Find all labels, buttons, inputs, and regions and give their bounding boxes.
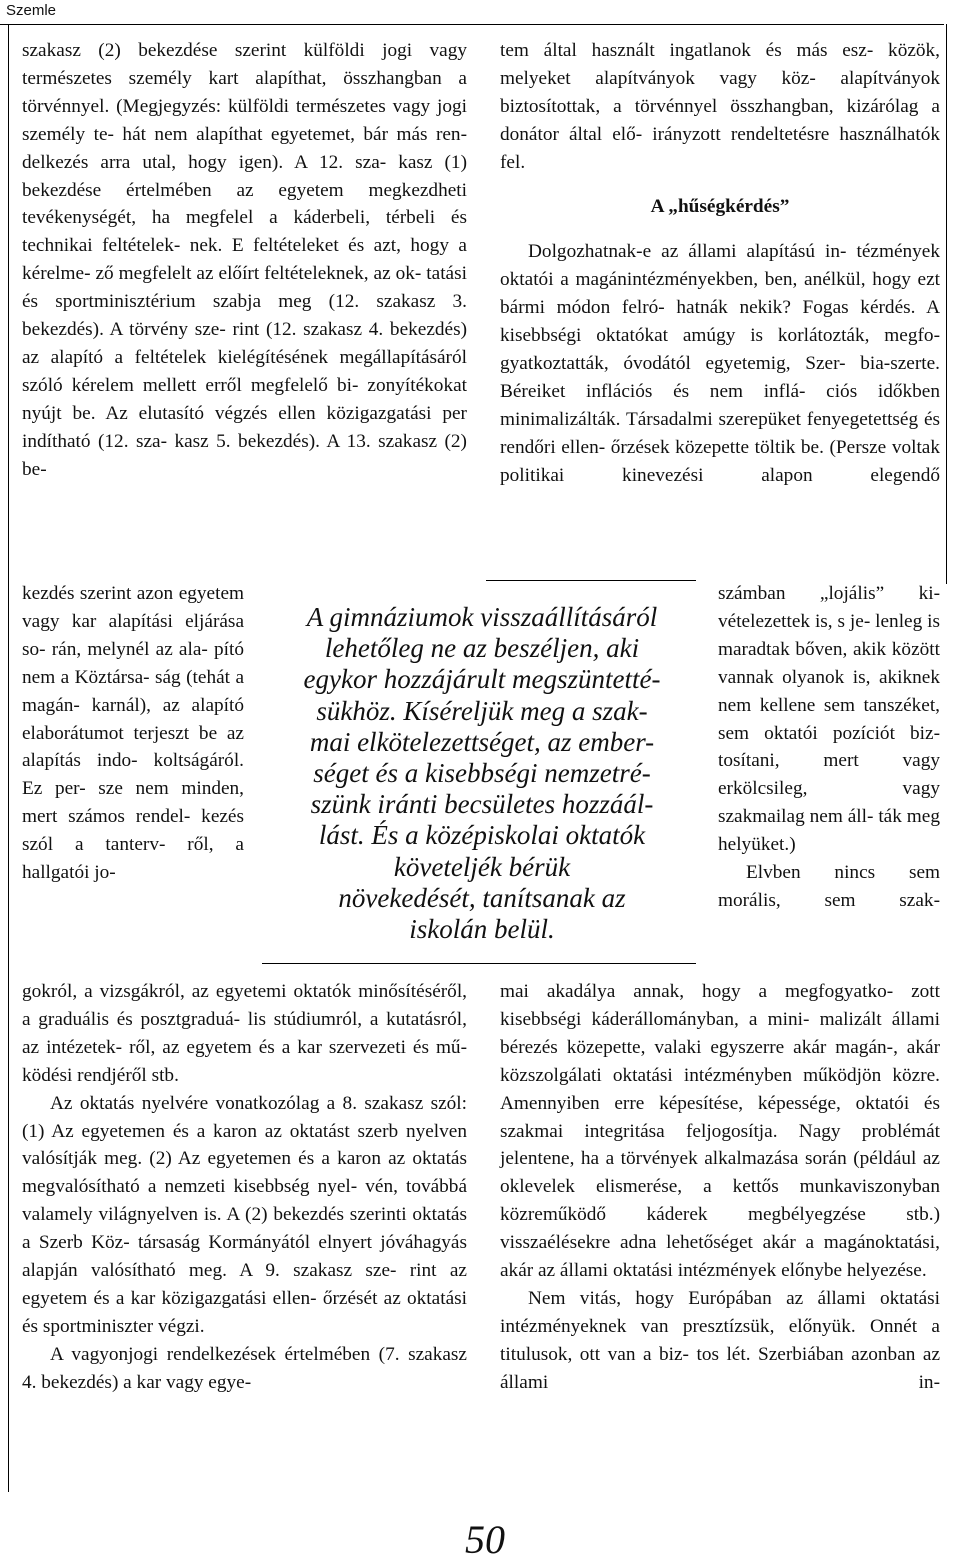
pullquote-line: egykor hozzájárult megszüntetté- (303, 664, 661, 695)
text-line: egyszerre akár magán-, akár közszolgálati (500, 1036, 940, 1086)
text-line: Dolgozhatnak-e az állami alapítású in- (528, 241, 847, 263)
text-line: tatási és sportminisztérium szabja meg (22, 263, 467, 313)
text-line: minősítéséről, a graduális és posztgraduá- (22, 981, 467, 1030)
left-margin-rule (8, 24, 9, 1492)
pullquote-line: növekedését, tanítsanak az (338, 882, 626, 913)
pullquote-line: séget és a kisebbségi nemzetré- (313, 758, 651, 789)
text-line: oktatói és szakmai integritása feljogosítja. (500, 1092, 940, 1142)
text-line: Nagy problémát jelentene, ha a törvények (500, 1120, 940, 1170)
text-line: tézmények oktatói a magánintézményekben, (500, 241, 940, 291)
pullquote-rule-top (486, 580, 696, 581)
text-line: elismerése, a kettős munkaviszonyban (595, 1176, 940, 1198)
text-line: vén, továbbá valamely világnyelven is. A (22, 1176, 467, 1226)
text-line: közök, melyeket alapítványok vagy köz- (500, 40, 940, 89)
text-line: összhangban, kizárólag a donátor által elő- (500, 95, 940, 145)
text-line: számban „lojális” ki- (718, 583, 940, 604)
page-header (0, 0, 944, 25)
text-line: oktatói pozíciót biz- (764, 722, 941, 744)
text-line: tem által használt ingatlanok és más esz- (500, 40, 874, 61)
pullquote-line: mai elkötelezettséget, az ember- (309, 726, 655, 757)
text-line: Amennyiben erre képesítése, képessége, (500, 1092, 841, 1114)
paragraph (718, 580, 940, 859)
text-line: Elvben nincs sem (746, 862, 940, 884)
right-margin-rule (946, 24, 947, 584)
text-line: morális, sem szak- (718, 889, 940, 911)
pullquote-line: követeljék bérük (393, 851, 571, 882)
text-line: (2) Az egyetemen és a karon az oktatás (149, 1148, 467, 1170)
text-line: összhangban a törvénnyel. (Megjegyzés: (22, 67, 467, 117)
paragraph (500, 238, 940, 489)
text-line: ködési rendjéről stb. (22, 1064, 179, 1086)
text-line: szakasz (2) bekezdése szerint külföldi jogi (22, 40, 413, 61)
text-line: elaborátumot terjeszt (22, 722, 190, 744)
text-line: alapítási eljárása so- (22, 610, 244, 660)
paragraph (22, 978, 467, 1090)
text-line: nek. E feltételeket és azt, hogy a kérelme- (22, 235, 467, 285)
text-line: karnál), az alapító (91, 694, 245, 716)
text-line: szakasz szól: (1) Az egyetemen és a karon (22, 1092, 468, 1142)
section-heading: A „hűségkérdés” (650, 195, 790, 217)
text-line: ző megfelelt az előírt feltételeknek, az ok- (95, 263, 422, 285)
text-line: őrzését az oktatási és sportminiszter végzi. (22, 1287, 467, 1337)
paragraph (500, 1285, 940, 1397)
left-column-narrow (22, 580, 244, 887)
paragraph (500, 37, 940, 177)
text-line: szerepüket fenyegetettség és rendőri ellen- (500, 408, 941, 458)
text-line: tosítani, mert vagy (718, 750, 940, 772)
text-line: alapítványok biztosítottak, a törvénnyel (500, 67, 940, 117)
text-line: rint az egyetem és a kar közigazgatási ellen- (22, 1260, 467, 1309)
text-line: stb.) visszaélésekre adna lehetőséget akár (500, 1204, 940, 1254)
text-line: lis stúdiumról, a kutatásról, az intézetek- (22, 1008, 467, 1058)
text-line: ellen közigazgatási per indítható (12. sza- (22, 402, 467, 452)
text-line: egyetem vagy kar (22, 583, 244, 632)
text-line: (7. szakasz 4. bekezdés) a kar vagy egye- (22, 1343, 467, 1393)
text-line: akiknek nem kellene (718, 666, 940, 716)
text-line: gokról, a vizsgákról, az egyetemi oktatók (22, 981, 352, 1002)
text-line: szóló kérelem mellett erről megfelelő bi- (22, 374, 359, 396)
text-line: lenleg is maradtak (718, 610, 940, 660)
text-line: alkalmazása során (például az oklevelek (500, 1148, 940, 1198)
text-line: ben, anélkül, hogy ezt bármi módon felró- (500, 269, 941, 319)
text-line: zonyítékokat nyújt be. Az elutasító végzés (22, 374, 467, 424)
text-line: tos lét. Szerbiában azonban az állami in- (500, 1343, 940, 1393)
text-line: be az alapítás indo- (22, 722, 244, 772)
text-line: oktatókat amúgy is korlátozták, megfo- (596, 325, 940, 347)
paragraph (22, 1090, 467, 1341)
pullquote (258, 602, 706, 945)
section-label: Szemle (6, 2, 57, 19)
text-line: káderbeli, térbeli és technikai feltételek- (22, 207, 467, 257)
text-line: vagy természetes személy kart alapíthat, (22, 40, 467, 89)
text-line: mert számos rendel- (22, 806, 191, 828)
text-line: vannak olyanok is, (718, 666, 871, 688)
text-line: malizált állami bérezés közepette, valaki (500, 1008, 940, 1058)
text-line: megkezdheti tevékenységét, ha megfelel a (22, 179, 467, 229)
text-line: zott kisebbségi káderállományban, a mini- (500, 981, 940, 1030)
text-line: ről, az egyetem és a kar szervezeti és mű- (129, 1036, 467, 1058)
text-line: előnyük. Onnét a titulusok, ott van a biz- (500, 1315, 940, 1365)
text-line: ről, a hallgatói jo- (22, 834, 244, 884)
pullquote-line: lást. És a középiskolai oktatók (318, 820, 646, 851)
text-line: A vagyonjogi rendelkezések értelmében (50, 1343, 371, 1365)
text-line: oktatási intézményeknek van presztízsük, (500, 1287, 940, 1337)
right-column-narrow (718, 580, 940, 915)
paragraph (500, 978, 940, 1285)
pullquote-rule-bottom (262, 963, 696, 964)
pullquote-line: lehetőleg ne az beszéljen, aki (324, 633, 640, 664)
text-line: sem tanszéket, sem (718, 694, 941, 744)
text-line: ciós időkben minimalizálták. Társadalmi (500, 380, 940, 430)
paragraph (22, 37, 467, 484)
text-line: kasz (1) bekezdése értelmében az egyetem (22, 151, 467, 201)
text-line: irányzott rendeltetésre használhatók fel. (500, 123, 941, 173)
text-line: politikai kinevezési alapon elegendő (500, 464, 940, 486)
text-line: őrzések közepette töltik be. (Persze voltak (610, 436, 941, 458)
right-column-bottom (500, 978, 940, 1397)
text-line: bia-szerte. Béreiket inflációs és nem inflá- (500, 353, 940, 402)
text-line: szakmailag nem áll- (718, 806, 874, 828)
text-line: alapján valósítható meg. A 9. szakasz sze- (22, 1260, 397, 1282)
pullquote-line: iskolán belül. (409, 914, 555, 945)
text-line: kezés szól a tanterv- (22, 806, 244, 856)
text-line: mai akadálya annak, hogy a megfogyatko- (500, 981, 894, 1002)
text-line: gyatkoztatták, óvodától egyetemig, Szer- (500, 353, 846, 375)
text-line: bőven, akik között (795, 638, 940, 660)
text-line: rán, melynél az ala- (51, 638, 208, 660)
text-line: erkölcsileg, vagy (718, 778, 940, 800)
text-line: hatnák nekik? Fogas kérdés. A kisebbségi (500, 297, 940, 347)
paragraph (718, 859, 940, 915)
text-line: (12. szakasz 3. bekezdés). A törvény sze- (22, 291, 467, 341)
pullquote-line: szünk iránti becsületes hozzáál- (310, 789, 654, 820)
pullquote-line: sükhöz. Kíséreljük meg a szak- (316, 695, 648, 726)
text-line: ság (tehát a magán- (22, 666, 245, 716)
right-column-top (500, 37, 940, 490)
text-line: a magánoktatási, akár az állami oktatási (500, 1232, 940, 1282)
text-line: sze nem minden, (98, 778, 244, 800)
text-line: közreműködő káderek megbélyegzése (500, 1204, 866, 1226)
left-column-bottom (22, 978, 467, 1397)
page-number: 50 (465, 1517, 505, 1562)
paragraph (22, 1341, 467, 1397)
text-line: pító nem a Köztársa- (22, 638, 244, 688)
text-line: kasz 5. bekezdés). A 13. szakasz (2) be- (22, 430, 467, 480)
text-line: kezdés szerint azon (22, 583, 174, 604)
text-line: megvalósítható a nemzeti kisebbség nyel- (22, 1176, 358, 1198)
text-line: külföldi természetes vagy jogi személy te- (22, 95, 468, 145)
text-line: az oktatást szerb nyelven valósítják meg. (22, 1120, 468, 1170)
text-line: delkezés arra utal, hogy igen). A 12. sza- (22, 151, 387, 173)
text-line: ták meg helyüket.) (718, 806, 940, 856)
text-line: intézmények előnybe helyezése. (677, 1260, 927, 1282)
left-column-top (22, 37, 467, 484)
text-line: rint (12. szakasz 4. bekezdés) az alapító a (22, 319, 468, 368)
text-line: Az oktatás nyelvére vonatkozólag a 8. (50, 1092, 358, 1114)
paragraph (22, 580, 244, 887)
text-line: feltételek kielégítésének megállapításáról (134, 346, 467, 368)
text-line: (2) bekezdés szerinti oktatás a Szerb Köz- (22, 1204, 467, 1254)
text-line: Nem vitás, hogy Európában az állami (528, 1287, 866, 1309)
text-line: oktatási intézményben működjön közre. (612, 1064, 940, 1086)
text-line: hát nem alapíthat egyetemet, bár más ren- (122, 123, 467, 145)
text-line: koltságáról. Ez per- (22, 750, 244, 800)
text-line: társaság Kormányától elnyert jóváhagyás (137, 1232, 467, 1254)
text-line: vételezettek is, s je- (718, 610, 871, 632)
pullquote-line: A gimnáziumok visszaállításáról (306, 602, 658, 632)
